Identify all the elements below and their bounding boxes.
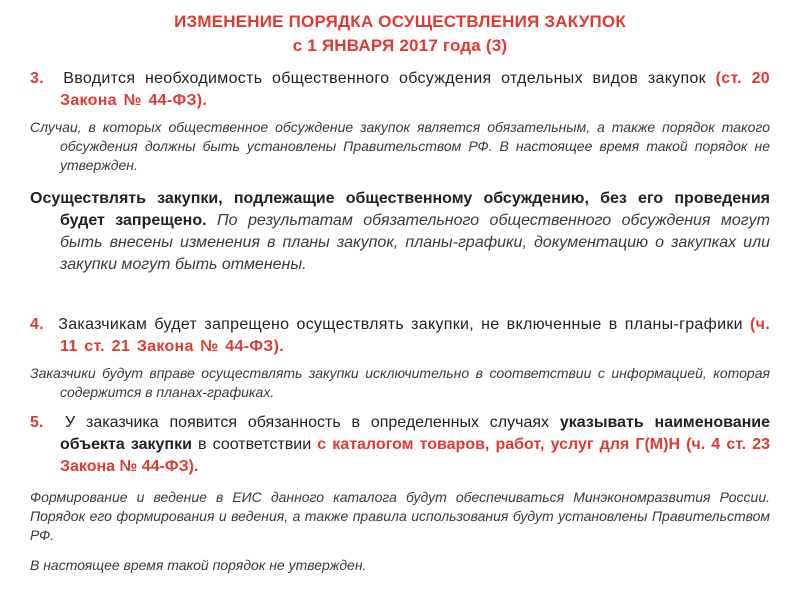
item-3-end: . <box>202 92 208 109</box>
note-catalog <box>30 488 770 545</box>
note-2-text: Заказчики будут вправе осуществлять закупки исключительно в соответствии с информацией, которая содержится в планах-графиках. <box>30 365 770 400</box>
item-4-law-ref: (ч. 11 ст. 21 Закона № 44-ФЗ) <box>60 316 770 355</box>
item-5-number: 5. <box>30 414 44 431</box>
item-3-number: 3. <box>30 70 44 87</box>
note-plans-schedules <box>30 364 770 402</box>
title-line-1: ИЗМЕНЕНИЕ ПОРЯДКА ОСУЩЕСТВЛЕНИЯ ЗАКУПОК <box>174 12 626 31</box>
slide-title <box>30 0 770 58</box>
note-public-discussion <box>30 118 770 175</box>
prohibition-italic: По результатам обязательного общественного обсуждения могут быть внесены изменения в планы закупок, планы-графики, документацию о закупках или закупки могут быть отменены. <box>60 212 770 273</box>
note-not-approved <box>30 556 770 575</box>
item-5 <box>30 412 770 478</box>
item-5-text-1: У заказчика появится обязанность в определенных случаях <box>65 414 550 431</box>
item-5-end: . <box>193 458 199 475</box>
note-4-text: В настоящее время такой порядок не утвержден. <box>30 557 367 573</box>
item-3 <box>30 68 770 112</box>
item-4-end: . <box>279 338 284 355</box>
item-4 <box>30 314 770 358</box>
item-5-bold: указывать наименование объекта закупки <box>60 414 771 453</box>
item-3-text: Вводится необходимость общественного обсуждения отдельных видов закупок <box>63 70 706 87</box>
prohibition-bold: Осуществлять закупки, подлежащие общественному обсуждению, без его проведения будет запрещено. <box>30 190 770 229</box>
item-4-text: Заказчикам будет запрещено осуществлять закупки, не включенные в планы-графики <box>58 316 743 333</box>
prohibition-paragraph <box>30 188 770 276</box>
item-5-text-2: в соответствии <box>198 436 312 453</box>
note-3-text: Формирование и ведение в ЕИС данного каталога будут обеспечиваться Минэкономразвития России. Порядок его формирования и ведения, а также правила использования будут установлены Правительством РФ. <box>30 489 770 543</box>
title-line-2: с 1 ЯНВАРЯ 2017 года (3) <box>292 36 508 55</box>
note-1-text: Случаи, в которых общественное обсуждение закупок является обязательным, а также порядок такого обсуждения должны быть установлены Правительством РФ. В настоящее время такой порядок не утвержден. <box>30 119 770 173</box>
item-5-law-ref: с каталогом товаров, работ, услуг для Г(М)Н (ч. 4 ст. 23 Закона № 44-ФЗ) <box>60 436 771 475</box>
item-3-law-ref: (ст. 20 Закона № 44-ФЗ) <box>60 70 770 109</box>
item-4-number: 4. <box>30 316 44 333</box>
